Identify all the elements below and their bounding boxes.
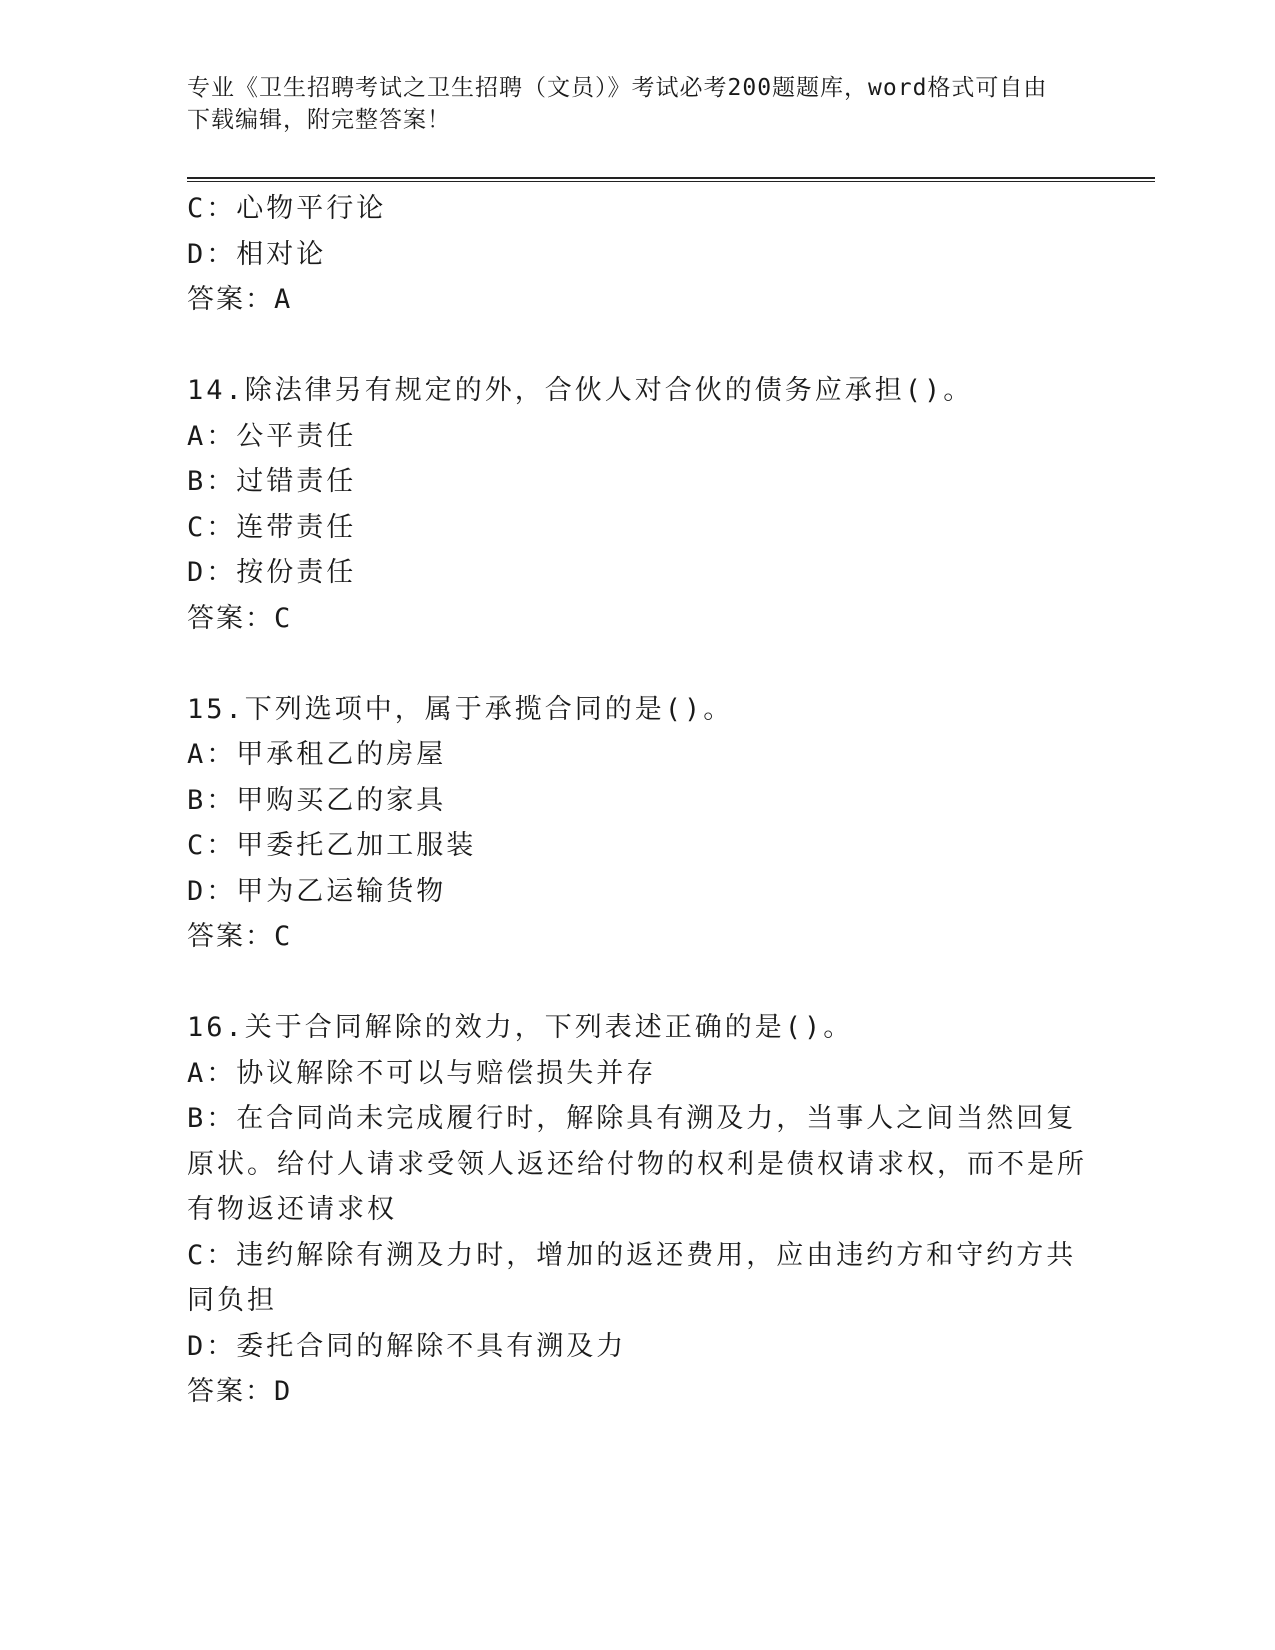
option-d: D：委托合同的解除不具有溯及力 (187, 1330, 627, 1362)
question-16 (187, 1005, 1087, 1415)
option-a: A：公平责任 (187, 420, 357, 452)
option-a: A：甲承租乙的房屋 (187, 739, 447, 770)
option-c: C：甲委托乙加工服装 (187, 830, 477, 861)
option-b: B：甲购买乙的家具 (187, 784, 447, 816)
option-b: B：在合同尚未完成履行时，解除具有溯及力，当事人之间当然回复原状。给付人请求受领人返还给付物的权利是债权请求权，而不是所有物返还请求权 (187, 1103, 1087, 1225)
header-divider (187, 177, 1155, 182)
answer-line: 答案：A (187, 284, 293, 315)
question-stem: 15.下列选项中，属于承揽合同的是()。 (187, 693, 734, 725)
question-15 (187, 687, 1087, 960)
question-stem: 14.除法律另有规定的外，合伙人对合伙的债务应承担()。 (187, 375, 974, 406)
document-header: 专业《卫生招聘考试之卫生招聘（文员）》考试必考200题题库，word格式可自由下载编辑，附完整答案！ (187, 75, 1048, 133)
spacer (187, 641, 1087, 687)
question-list (187, 186, 1087, 1415)
answer-line: 答案：C (187, 921, 293, 952)
option-c: C：违约解除有溯及力时，增加的返还费用，应由违约方和守约方共同负担 (187, 1239, 1077, 1316)
option-d: D：相对论 (187, 238, 327, 270)
spacer (187, 960, 1087, 1006)
option-d: D：按份责任 (187, 557, 357, 588)
spacer (187, 323, 1087, 369)
answer-line: 答案：C (187, 602, 293, 634)
previous-question-tail (187, 186, 1087, 323)
answer-line: 答案：D (187, 1376, 293, 1407)
option-c: C：心物平行论 (187, 193, 387, 224)
option-a: A：协议解除不可以与赔偿损失并存 (187, 1057, 657, 1089)
question-14 (187, 368, 1087, 641)
option-d: D：甲为乙运输货物 (187, 875, 447, 907)
option-c: C：连带责任 (187, 511, 357, 543)
question-stem: 16.关于合同解除的效力，下列表述正确的是()。 (187, 1012, 854, 1043)
option-b: B：过错责任 (187, 466, 357, 497)
